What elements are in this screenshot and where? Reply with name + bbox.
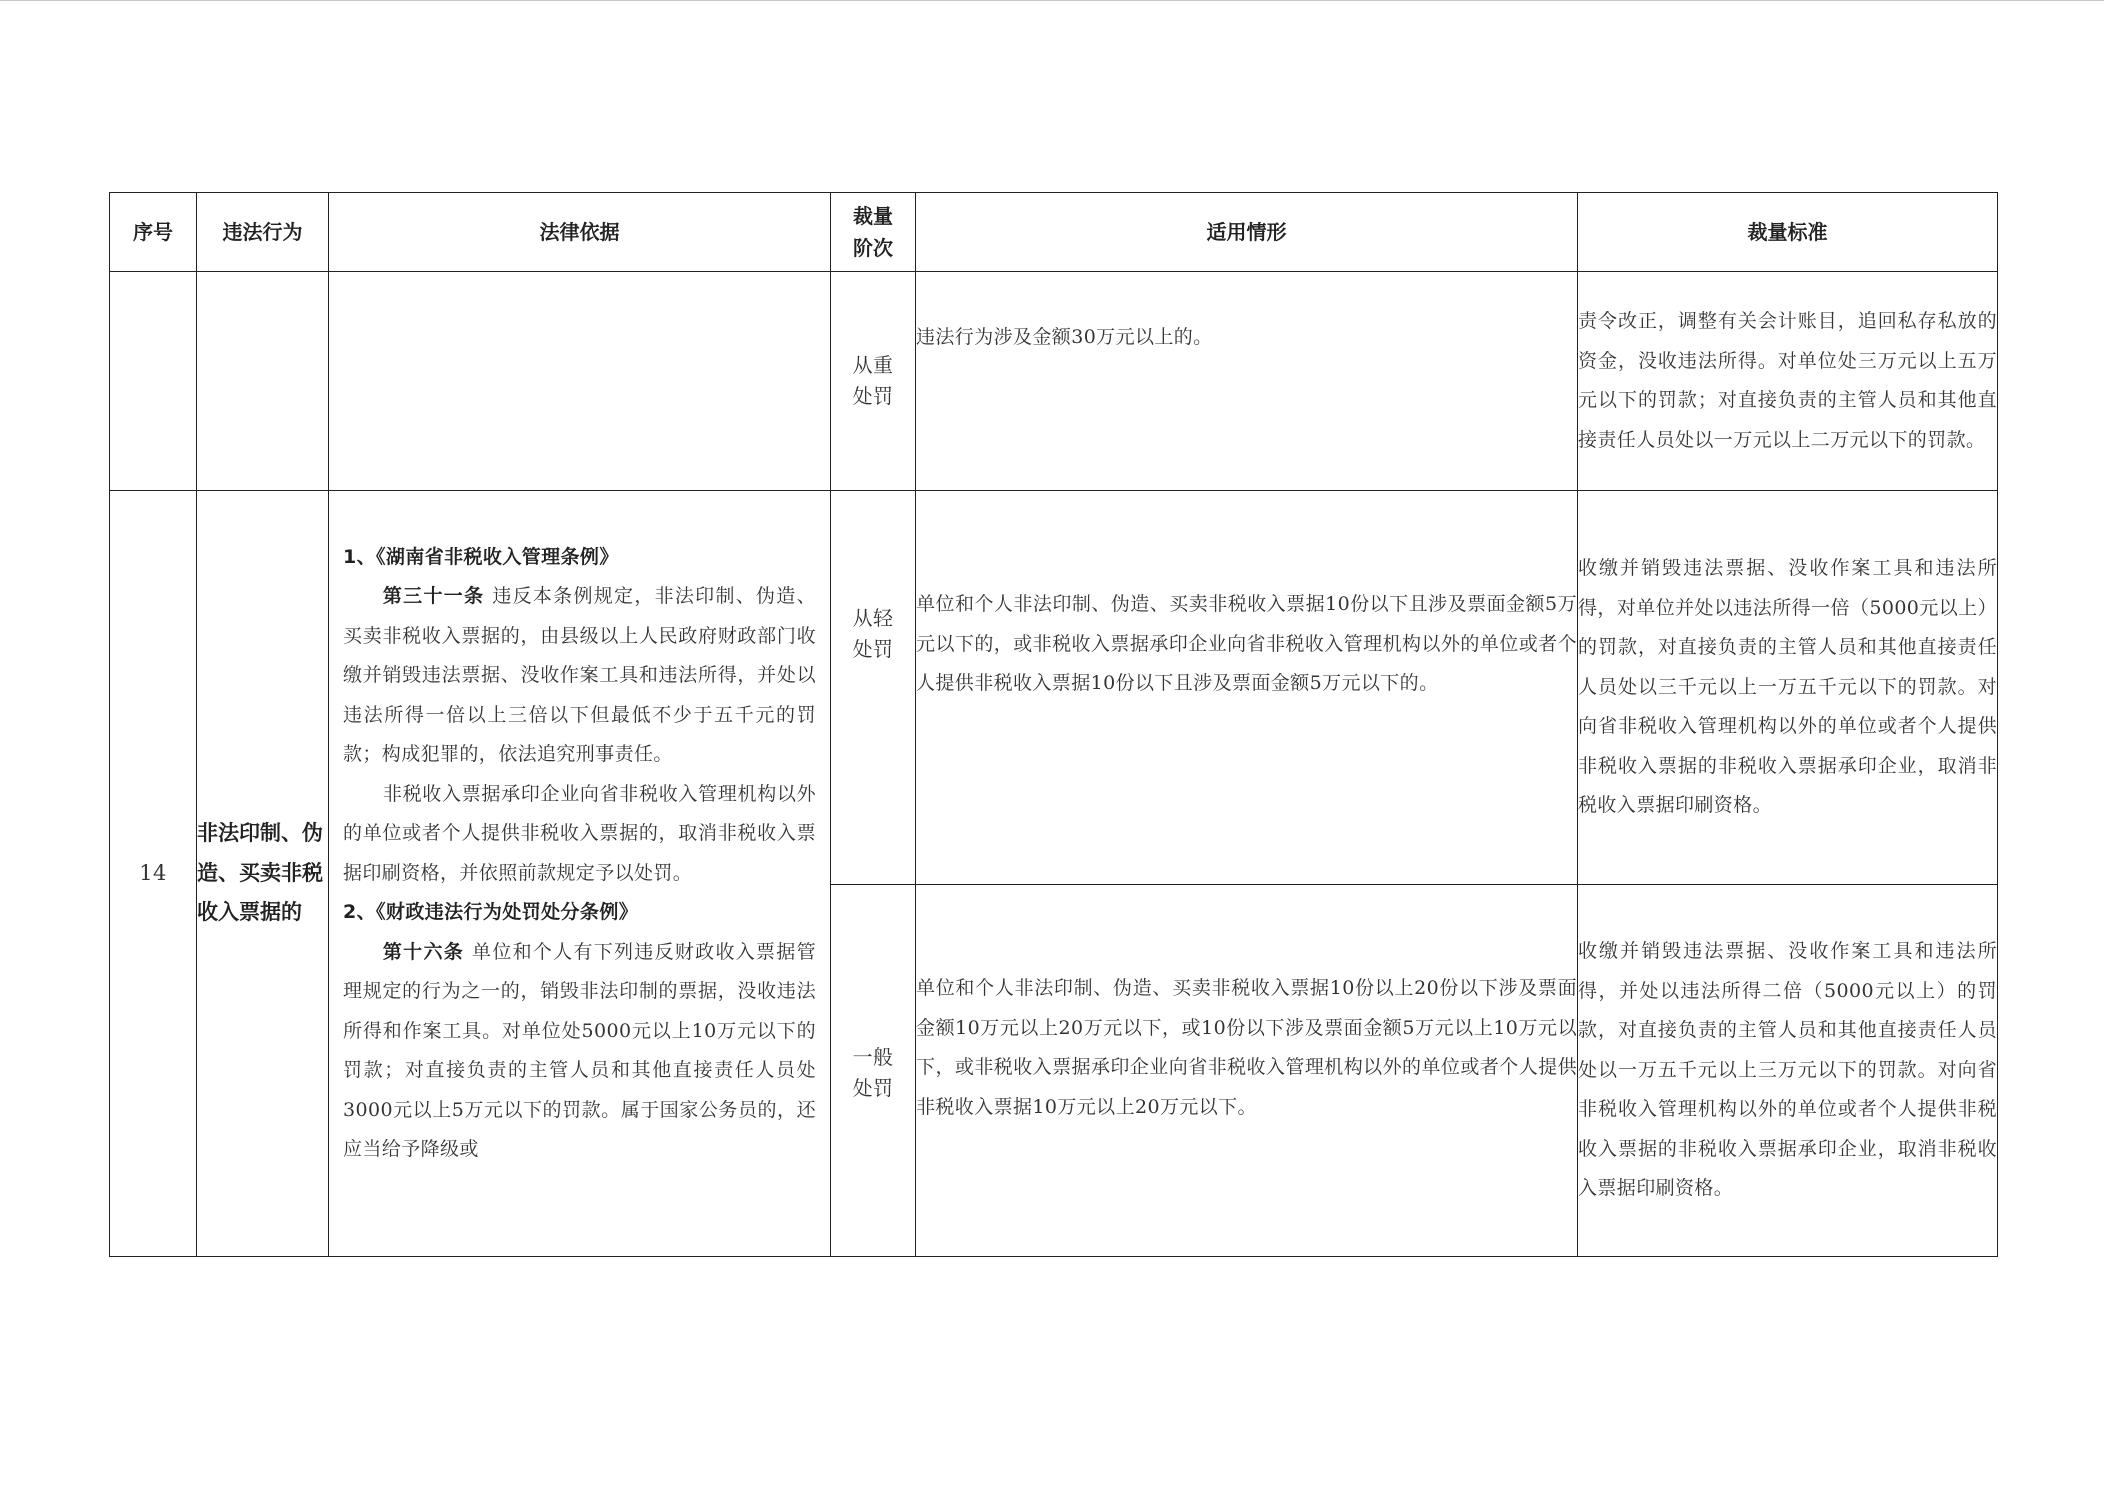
page-top-rule: [0, 0, 2104, 1]
normal-situation: 单位和个人非法印制、伪造、买卖非税收入票据10份以上20份以下涉及票面金额10万元以上20万元以下，或10份以下涉及票面金额5万元以上10万元以下，或非税收入票据承印企业向省非税收入管理机构以外的单位或者个人提供非税收入票据10万元以上20万元以下。: [916, 885, 1578, 1257]
row14-basis: [329, 494, 830, 1254]
table-row: [110, 491, 1998, 885]
normal-level-line1: 一般: [852, 1045, 894, 1069]
basis-article-16-label: 第十六条: [382, 940, 465, 963]
header-act: 违法行为: [197, 193, 329, 272]
header-basis: 法律依据: [329, 193, 831, 272]
header-level: [831, 193, 916, 272]
row14-act: 非法印制、伪造、买卖非税收入票据的: [197, 491, 329, 1257]
basis-article-31-label: 第三十一条: [382, 585, 485, 607]
penalty-table: [109, 192, 1998, 1257]
cont-level-cell: [831, 272, 916, 491]
light-situation: 单位和个人非法印制、伪造、买卖非税收入票据10份以下且涉及票面金额5万元以下的，或非税收入票据承印企业向省非税收入管理机构以外的单位或者个人提供非税收入票据10份以下且涉及票面金额5万元以下的。: [916, 491, 1578, 885]
cont-situation: 违法行为涉及金额30万元以上的。: [916, 272, 1578, 491]
header-level-line2: 阶次: [853, 236, 893, 260]
row14-seq: 14: [110, 491, 197, 1257]
light-level-cell: [831, 491, 916, 885]
basis-article-16-text: 单位和个人有下列违反财政收入票据管理规定的行为之一的，销毁非法印制的票据，没收违法所得和作案工具。对单位处5000元以上10万元以下的罚款；对直接负责的主管人员和其他直接责任人员处3000元以上5万元以下的罚款。属于国家公务员的，还应当给予降级或: [343, 940, 816, 1160]
basis-article-31-text: 违反本条例规定，非法印制、伪造、买卖非税收入票据的，由县级以上人民政府财政部门收缴并销毁违法票据、没收作案工具和违法所得，并处以违法所得一倍以上三倍以下但最低不少于五千元的罚款；构成犯罪的，依法追究刑事责任。: [343, 585, 816, 765]
cont-level-line2: 处罚: [852, 384, 894, 408]
row14-basis-cell: [329, 491, 831, 1257]
cont-act-cell: [197, 272, 329, 491]
basis-article-31: [343, 577, 816, 775]
header-situation: 适用情形: [916, 193, 1578, 272]
basis-title-1: 1、《湖南省非税收入管理条例》: [343, 545, 619, 568]
cont-level-line1: 从重: [852, 353, 894, 377]
table-row: [110, 272, 1998, 491]
light-level-line2: 处罚: [852, 637, 894, 661]
basis-title-2: 2、《财政违法行为处罚处分条例》: [343, 901, 639, 923]
header-level-line1: 裁量: [853, 204, 893, 228]
light-level-line1: 从轻: [852, 606, 894, 630]
normal-level-cell: [831, 885, 916, 1257]
normal-standard: 收缴并销毁违法票据、没收作案工具和违法所得，并处以违法所得二倍（5000元以上）的罚款，对直接负责的主管人员和其他直接责任人员处以一万五千元以上三万元以下的罚款。对向省非税收入管理机构以外的单位或者个人提供非税收入票据的非税收入票据承印企业，取消非税收入票据印刷资格。: [1578, 885, 1998, 1257]
basis-article-16: [343, 933, 816, 1170]
light-standard: 收缴并销毁违法票据、没收作案工具和违法所得，对单位并处以违法所得一倍（5000元以上）的罚款，对直接负责的主管人员和其他直接责任人员处以三千元以上一万五千元以下的罚款。对向省非税收入管理机构以外的单位或者个人提供非税收入票据的非税收入票据承印企业，取消非税收入票据印刷资格。: [1578, 491, 1998, 885]
cont-standard: 责令改正，调整有关会计账目，追回私存私放的资金，没收违法所得。对单位处三万元以上五万元以下的罚款；对直接负责的主管人员和其他直接责任人员处以一万元以上二万元以下的罚款。: [1578, 272, 1998, 491]
cont-basis-cell: [329, 272, 831, 491]
basis-paragraph-2: 非税收入票据承印企业向省非税收入管理机构以外的单位或者个人提供非税收入票据的，取消非税收入票据印刷资格，并依照前款规定予以处罚。: [343, 782, 816, 884]
cont-seq-cell: [110, 272, 197, 491]
table-header-row: [110, 193, 1998, 272]
normal-level-line2: 处罚: [852, 1076, 894, 1100]
header-standard: 裁量标准: [1578, 193, 1998, 272]
header-seq: 序号: [110, 193, 197, 272]
